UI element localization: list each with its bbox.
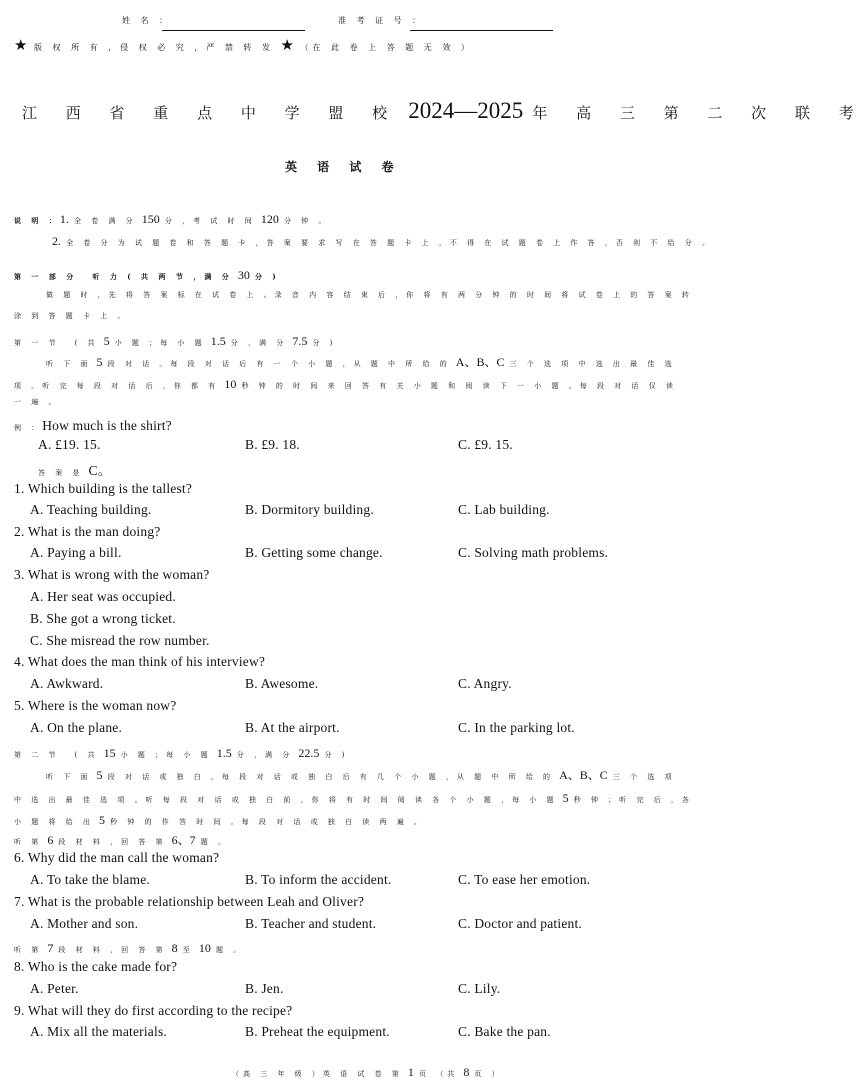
invalid-answer-notice: （在 此 卷 上 答 题 无 效 ）: [300, 43, 473, 52]
material-7-instruction: 听 第 7 段 材 料 ，回 答 第 8 至 10 题 。: [14, 941, 245, 955]
question-4: 4. What does the man think of his interview?: [14, 654, 266, 669]
section1-directions-2: 项 。听 完 每 段 对 话 后 ，你 都 有 10 秒 钟 的 时 间 来 回 答 有 关 小 题 和 阅 读 下 一 小 题 。每 段 对 话 仅 读: [14, 377, 677, 391]
part1-intro-2: 涂 到 答 题 卡 上 。: [14, 312, 129, 320]
ticket-number-label: 准 考 证 号 ：: [338, 16, 425, 25]
q6-option-a: A. To take the blame.: [30, 872, 150, 887]
q8-option-b: B. Jen.: [245, 981, 284, 996]
q8-option-a: A. Peter.: [30, 981, 79, 996]
section2-directions-3: 小 题 将 给 出 5 秒 钟 的 作 答 时 间 。每 段 对 话 或 独 白 读 两 遍 。: [14, 813, 425, 827]
q3-option-b: B. She got a wrong ticket.: [30, 611, 176, 626]
page-footer: （高 三 年 级 ）英 语 试 卷 第 1 页 （共 8 页 ）: [232, 1065, 503, 1079]
ticket-number-field-line[interactable]: [410, 30, 553, 31]
note-line-1: 说 明 ：1. 全 卷 满 分 150 分 ，考 试 时 间 120 分 钟 。: [14, 212, 330, 226]
question-2: 2. What is the man doing?: [14, 524, 161, 539]
question-3: 3. What is wrong with the woman?: [14, 567, 210, 582]
copyright-notice: 版 权 所 有 ，侵 权 必 究 ，严 禁 转 发: [34, 43, 274, 52]
question-7: 7. What is the probable relationship between Leah and Oliver?: [14, 894, 365, 909]
q7-option-a: A. Mother and son.: [30, 916, 139, 931]
exam-title: 江 西 省 重 点 中 学 盟 校 2024—2025 年 高 三 第 二 次 联 考: [22, 98, 866, 123]
q9-option-a: A. Mix all the materials.: [30, 1024, 167, 1039]
part1-intro-1: 做 题 时 ，先 将 答 案 标 在 试 卷 上 。录 音 内 容 结 束 后 ，你 将 有 两 分 钟 的 时 间 将 试 卷 上 的 答 案 转: [46, 291, 693, 299]
question-5: 5. Where is the woman now?: [14, 698, 177, 713]
q2-option-a: A. Paying a bill.: [30, 545, 122, 560]
section2-directions-1: 听 下 面 5 段 对 话 或 独 白 。每 段 对 话 或 独 白 后 有 几 个 小 题 ，从 题 中 所 给 的 A、B、C 三 个 选 项: [46, 768, 676, 782]
section1-header: 第 一 节 ( 共 5 小 题 ；每 小 题 1.5 分 ，满 分 7.5 分 ): [14, 334, 337, 348]
section2-header: 第 二 节 ( 共 15 小 题 ；每 小 题 1.5 分 ，满 分 22.5 分 ): [14, 746, 349, 760]
example-option-c: C. £9. 15.: [458, 437, 513, 452]
example-option-a: A. £19. 15.: [38, 437, 101, 452]
q7-option-c: C. Doctor and patient.: [458, 916, 582, 931]
name-label: 姓 名 ：: [122, 16, 172, 25]
subject-title: 英 语 试 卷: [285, 160, 402, 174]
exam-year: 2024—2025: [408, 98, 524, 123]
q5-option-c: C. In the parking lot.: [458, 720, 575, 735]
q8-option-c: C. Lily.: [458, 981, 501, 996]
q5-option-a: A. On the plane.: [30, 720, 123, 735]
material-6-instruction: 听 第 6 段 材 料 ，回 答 第 6、7 题 。: [14, 833, 229, 847]
q7-option-b: B. Teacher and student.: [245, 916, 377, 931]
q9-option-c: C. Bake the pan.: [458, 1024, 551, 1039]
note-line-2: 2. 全 卷 分 为 试 题 卷 和 答 题 卡 ，答 案 要 求 写 在 答 题 卡 上 ，不 得 在 试 题 卷 上 作 答 ，否 则 不 给 分 。: [52, 234, 713, 248]
q1-option-c: C. Lab building.: [458, 502, 550, 517]
q2-option-b: B. Getting some change.: [245, 545, 383, 560]
example-option-b: B. £9. 18.: [245, 437, 300, 452]
q3-option-c: C. She misread the row number.: [30, 633, 210, 648]
star-icon: ★: [14, 36, 28, 54]
q6-option-b: B. To inform the accident.: [245, 872, 392, 887]
section2-directions-2: 中 选 出 最 佳 选 项 。听 每 段 对 话 或 独 白 前 ，你 将 有 时 间 阅 读 各 个 小 题 ，每 小 题 5 秒 钟 ；听 完 后 ，各: [14, 791, 693, 805]
q5-option-b: B. At the airport.: [245, 720, 340, 735]
section1-directions-3: 一 遍 。: [14, 398, 60, 406]
q3-option-a: A. Her seat was occupied.: [30, 589, 176, 604]
q1-option-b: B. Dormitory building.: [245, 502, 374, 517]
example-answer: 答 案 是 C。: [38, 463, 112, 478]
section1-directions-1: 听 下 面 5 段 对 话 。每 段 对 话 后 有 一 个 小 题 ，从 题 中 所 给 的 A、B、C 三 个 选 项 中 选 出 最 佳 选: [46, 355, 676, 369]
question-9: 9. What will they do first according to the recipe?: [14, 1003, 293, 1018]
q9-option-b: B. Preheat the equipment.: [245, 1024, 390, 1039]
q4-option-b: B. Awesome.: [245, 676, 319, 691]
question-1: 1. Which building is the tallest?: [14, 481, 193, 496]
name-field-line[interactable]: [162, 30, 305, 31]
q4-option-c: C. Angry.: [458, 676, 512, 691]
q2-option-c: C. Solving math problems.: [458, 545, 609, 560]
part1-header: 第 一 部 分 听 力 ( 共 两 节 ，满 分 30 分 ): [14, 268, 280, 282]
q6-option-c: C. To ease her emotion.: [458, 872, 591, 887]
example-question: 例 ：How much is the shirt?: [14, 418, 172, 433]
star-icon: ★: [280, 36, 294, 54]
q4-option-a: A. Awkward.: [30, 676, 104, 691]
q1-option-a: A. Teaching building.: [30, 502, 152, 517]
question-8: 8. Who is the cake made for?: [14, 959, 178, 974]
question-6: 6. Why did the man call the woman?: [14, 850, 220, 865]
